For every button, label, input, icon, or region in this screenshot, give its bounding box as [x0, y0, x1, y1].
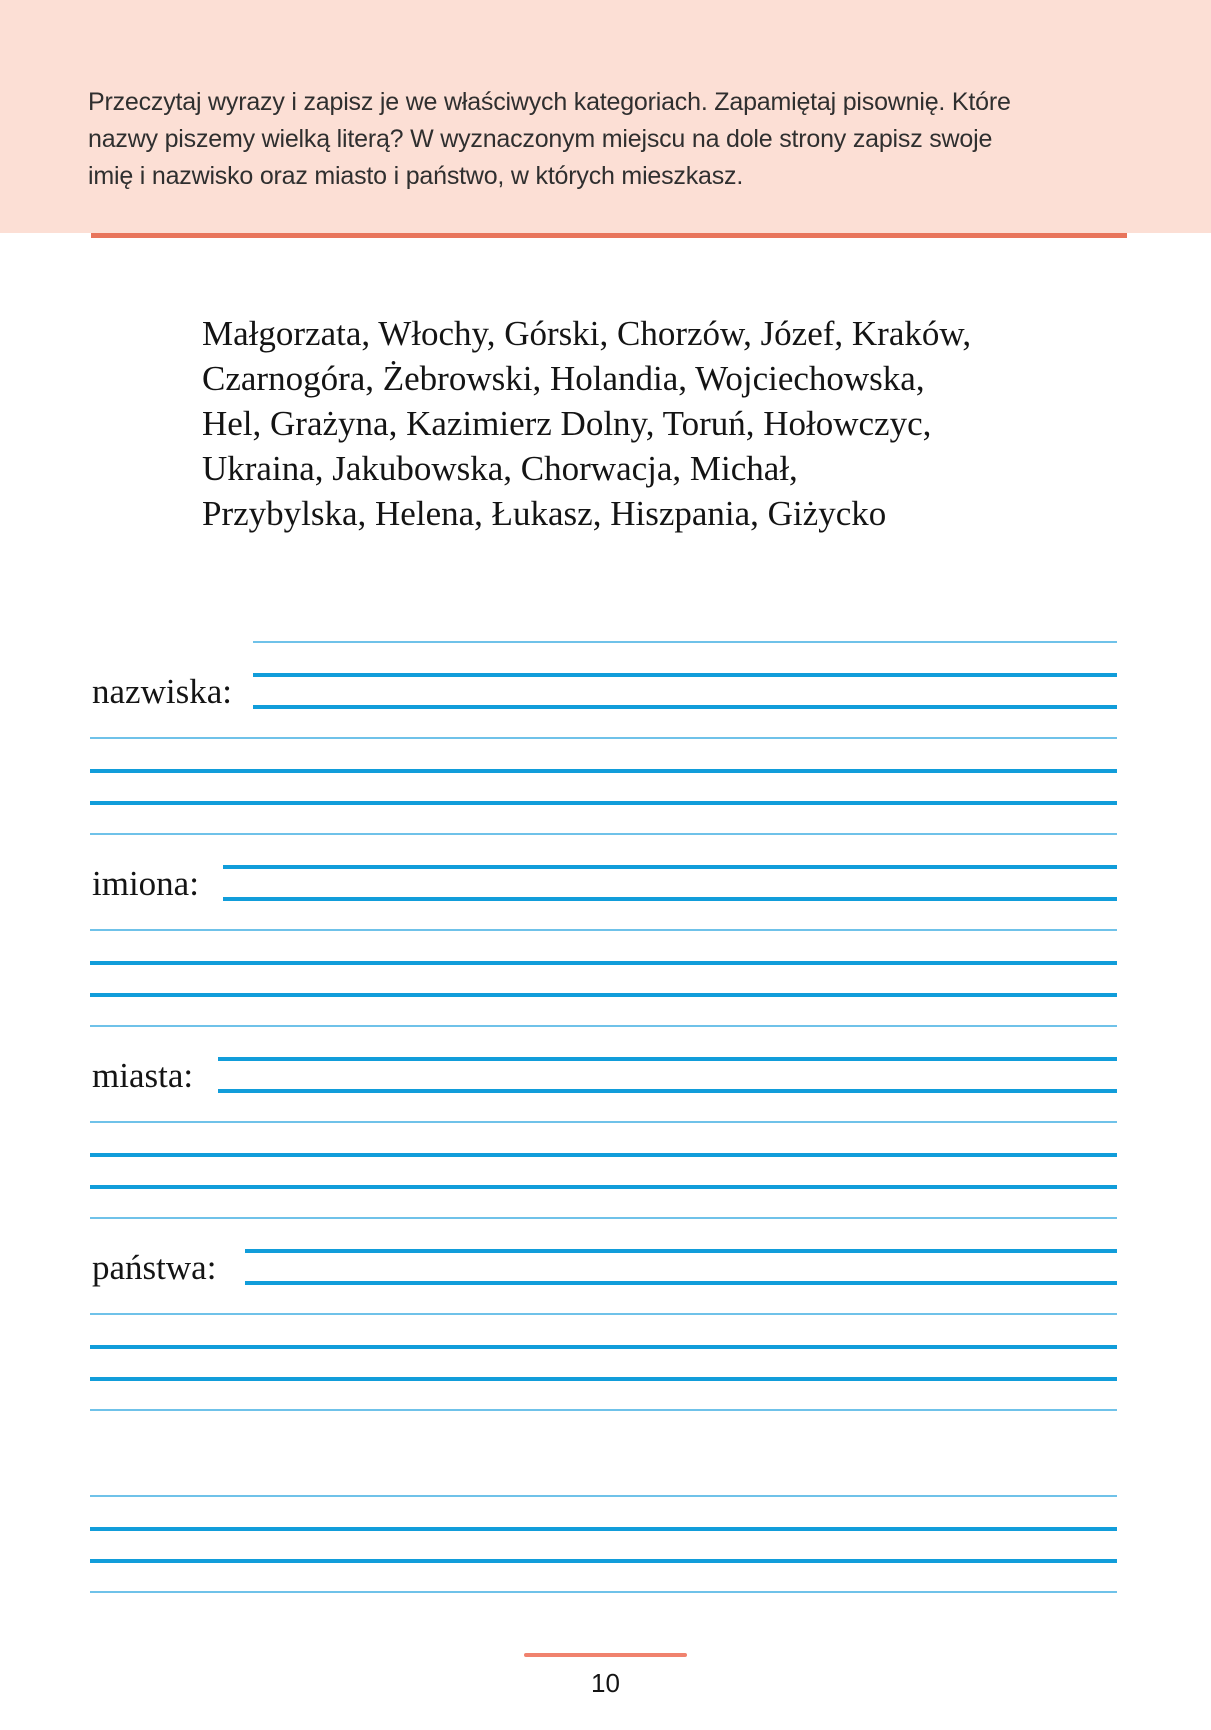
writing-line — [90, 1217, 1117, 1219]
writing-line — [90, 1121, 1117, 1123]
writing-line — [90, 961, 1117, 965]
writing-line — [218, 1089, 1117, 1093]
instruction-line-3: imię i nazwisko oraz miasto i państwo, w których mieszkasz. — [88, 162, 744, 190]
writing-line — [90, 929, 1117, 931]
writing-line — [90, 1153, 1117, 1157]
section-label-miasta: miasta: — [92, 1056, 194, 1095]
header-divider-rule — [91, 233, 1127, 238]
footer-divider-rule — [524, 1653, 687, 1657]
word-bank-line-2: Czarnogóra, Żebrowski, Holandia, Wojciechowska, — [202, 359, 925, 398]
instruction-text — [88, 84, 1148, 195]
word-bank-line-1: Małgorzata, Włochy, Górski, Chorzów, Józef, Kraków, — [202, 314, 972, 353]
writing-line — [90, 1313, 1117, 1315]
writing-line — [90, 1409, 1117, 1411]
writing-line — [90, 769, 1117, 773]
writing-line — [253, 641, 1117, 643]
section-label-panstwa: państwa: — [92, 1248, 217, 1287]
word-bank — [202, 311, 982, 536]
writing-line — [90, 833, 1117, 835]
writing-line — [90, 1377, 1117, 1381]
writing-line — [90, 1495, 1117, 1497]
page-number: 10 — [591, 1668, 620, 1698]
writing-line — [90, 1345, 1117, 1349]
writing-line — [90, 1591, 1117, 1593]
word-bank-line-3: Hel, Grażyna, Kazimierz Dolny, Toruń, Hołowczyc, — [202, 404, 932, 443]
word-bank-line-5: Przybylska, Helena, Łukasz, Hiszpania, Giżycko — [202, 494, 887, 533]
section-label-imiona: imiona: — [92, 864, 199, 903]
writing-line — [245, 1249, 1117, 1253]
writing-line — [223, 897, 1117, 901]
writing-line — [218, 1057, 1117, 1061]
writing-line — [90, 1185, 1117, 1189]
instruction-line-1: Przeczytaj wyrazy i zapisz je we właściwych kategoriach. Zapamiętaj pisownię. Które — [88, 88, 1011, 116]
writing-line — [90, 1025, 1117, 1027]
writing-line — [90, 801, 1117, 805]
writing-line — [90, 1527, 1117, 1531]
section-label-nazwiska: nazwiska: — [92, 672, 232, 711]
word-bank-line-4: Ukraina, Jakubowska, Chorwacja, Michał, — [202, 449, 798, 488]
instruction-line-2: nazwy piszemy wielką literą? W wyznaczonym miejscu na dole strony zapisz swoje — [88, 125, 993, 153]
writing-line — [223, 865, 1117, 869]
writing-line — [90, 737, 1117, 739]
writing-line — [253, 705, 1117, 709]
writing-line — [245, 1281, 1117, 1285]
instruction-banner — [0, 0, 1211, 233]
writing-line — [90, 1559, 1117, 1563]
writing-line — [90, 993, 1117, 997]
writing-line — [253, 673, 1117, 677]
